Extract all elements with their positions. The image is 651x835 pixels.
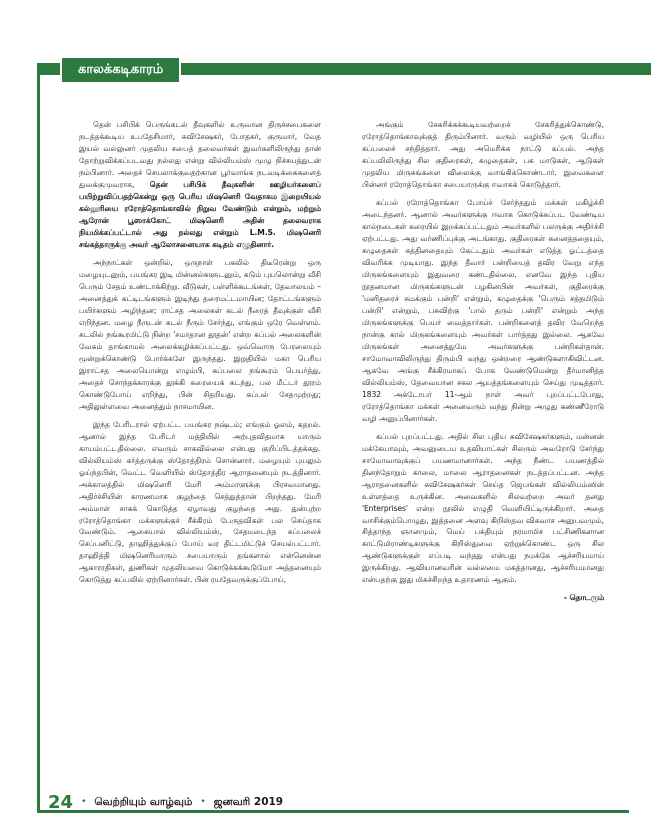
- right-column: [362, 119, 604, 605]
- paragraph: கப்பல் ரரோத்தொங்கா போய்ச் சேர்ந்ததும் மக்கள் மகிழ்ச்சி அடைந்தனர். ஆனால் அவர்களுக்கு ஈவாக கொடுக்கப்பட வேண்டிய கால்நடைகள் கரையில் இறக்கப்பட்டதும் அவர்களில் பலருக்கு அதிர்ச்சி ஏற்பட்டது. அது வர்ணிப்புக்கு அடங்காது. குதிரைகள் கனைத்ததையும், கழுதைகள் கத்தினதையும் கேட்டதும் அவர்கள் எடுத்த ஓட்டத்தை விவரிக்க முடியாது. இந்த தீவார் பன்றியைத் தவிர வேறு எந்த மிருகங்களையும் இதுவரை கண்டதில்லை. எனவே இந்த புதிய நூதனமான மிருகங்களுடன் பழகினபின் அவர்கள், குதிரைக்கு 'மனிதரைச் சுமக்கும் பன்றி' என்றும், கழுதைக்கு 'பெரும் சத்தமிடும் பன்றி' என்றும், பசுவிற்கு 'பால் தரும் பன்றி' என்றும் அந்த மிருகங்களுக்கு பெயர் வைத்தார்கள். பன்றிகளைத் தவிர வேறெந்த நான்கு கால் மிருகங்களையும் அவர்கள் பார்த்தது இல்லை. ஆகவே மிருகங்கள் அனைத்துமே அவர்களுக்கு பன்றிகள்தான். சாமோவாவிலிருந்து திரும்பி வந்து ஒன்றரை ஆண்டுகளாகிவிட்டன. ஆகவே அங்கு சீக்கிரமாகப் போக வேண்டுமென்று தீர்மானித்த வில்லியம்ஸ், தேவையான சகல ஆயத்தங்களையும் செய்து முடித்தார். 1832 அக்டோபர் 11-ஆம் நாள் அவர் புறப்பட்டபோது, ரரோத்தொங்கா மக்கள் அனைவரும் வந்து நின்று அழுது கண்ணீரோடு வழி அனுப்பினார்கள்.: [362, 197, 604, 423]
- section-tag: காலக்கடிகாரம்: [60, 56, 181, 84]
- left-column: [79, 119, 321, 592]
- page-number: 24: [48, 791, 74, 813]
- to-be-continued: - தொடரும்: [563, 593, 604, 603]
- highlighted-text: தென் பசிபிக் தீவுகளின் ஊழியர்களைப் பயிற்றுவிப்பதற்கென்று ஒரு பெரிய மிஷனெரி வேதாகம இறையியல் கல்லூரியை ரரோத்தொங்காவில் நிறுவ வேண்டும் என்றும், மற்றும் ஆரோன் பூஸாக்கோட் மிஷனெரி அதின் தலைவராக நியமிக்கப்பட்டால் அது நல்லது என்றும் L.M.S. மிஷனெரி சங்கத்தாருக்கு அவர் ஆலோசனையாக கடிதம் எழுதினார்.: [79, 179, 321, 249]
- issue-date: ஜனவரி 2019: [213, 795, 284, 808]
- paragraph: இந்த பேரிடரால் ஏற்பட்ட பயங்கர நஷ்டம்; எங்கும் ஓலம், கதறல். ஆனால் இந்த பேரிடர் மத்தியில் அற்புதவிதமாக யாரும் காயம்பட்டதில்லை. எவரும் சாகவில்லை என்பது குறிப்பிடத்தக்கது. வில்லியம்ஸ் கர்த்தருக்கு ஸ்தோத்திரம் சொன்னார். மழையும் புயலும் ஓய்ந்தபின், வெட்ட வெளியில் ஸ்தோத்திர ஆராதனையும் நடத்தினார். அக்காலத்தில் மிஷனெரி மேரி அம்மாளுக்கு பிரசவமானது. அதிர்ச்சியின் காரணமாக குழந்தை செத்துத்தான் பிறந்தது. மேரி அம்மாள் சாகக் கொடுத்த ஏழாவது குழந்தை அது. துன்புற்ற ரரோத்தொங்கா மக்களுக்குச் சீக்கிரம் பேருதவிகள் பல செய்தாக வேண்டும். ஆகையால் வில்லியம்ஸ், சேதமடைந்த கப்பலைச் செப்பனிட்டு, தாஹித்துக்குப் போய் வர திட்டமிட்டுச் செயல்பட்டார். தாஹித்தி மிஷனெரிமாரும் சபையாரும் தங்களால் என்னென்ன ஆகாரரதிகள், துணிகள் முதலியவை கொடுக்கக்கூடுமோ அத்தனையும் கொடுத்து கப்பலில் ஏற்றினார்கள். பின் ரயதேவருக்குப்போய்,: [79, 419, 321, 585]
- paragraph-text: தென் பசிபிக் பெருங்கடல் தீவுகளில் உருவான திருச்சபைகளை நடத்தக்கூடிய உபதேசிமார், சுவிசேஷகர், போதகர், குருமார், வேத இயல் வல்லுனர் முதலிய சபைத் தலைவர்கள் இவர்களிலிருந்து தான் தோற்றுவிக்கப்படவது நல்லது என்று வில்லியம்ஸ் முழு நிச்சயத்துடன் நம்பினார். அதைச் செயலாக்குவதற்கான பூர்வாங்க நடவடிக்கைகளைத் துவக்குமுவராக,: [79, 120, 321, 189]
- page-footer: [48, 791, 283, 813]
- bullet-icon: •: [200, 797, 206, 807]
- paragraph: அந்நாட்கள் ஒன்றில், ஒருநாள் பகலில் திடீரென்று ஒரு மழையுடனும், பயங்கர இடி மின்னல்களுடனும், கடும் புயலொன்று வீசி பெரும் சேதம் உண்டாக்கிற்று. வீடுகள், பள்ளிக்கூடங்கள், தேவாலயம் – அனைத்துக் கட்டிடங்களும் இடிந்து தரைமட்டமாயின; தோட்டங்களும் பயிர்களும் அழிந்தன; ராட்சத அலைகள் கடல் நீரைத் தீவுக்குள் வீசி எறிந்தன. மழை நீருடன் கடல் நீரும் சேர்ந்து, எங்கும் ஒரே வெள்ளம். கடலில் நங்கூரமிட்டு நின்ற 'சமாதான தூதன்' என்ற கப்பல் அலைகளின் வேகம் தாங்காமல் அலைக்கழிக்கப்பட்டது. ஒவ்வொரு பேரலையும் மூன்றுக்கொண்டு போர்க்களே இருந்தது. இறுதியில் மகா பெரிய இராட்சத அலையொன்று எழும்பி, கப்பலை நங்கூரம் பெயர்த்து, அதைச் சொந்தக்காரக்கு தூக்கி கரையைக் கடந்து, பல மீட்டர் தூரம் கொண்டுபோய் எறிந்து, பின் சிதறியது. கப்பல் சேதமுற்றது; அதிலுள்ளவை அனைத்தும் நாசமாயின.: [79, 257, 321, 411]
- paragraph: அங்கும் சேகரிக்கக்கூடியவற்றைச் சேகரித்துக்கொண்டு, ரரோத்தொங்காவுக்குத் திரும்பினார். வரும் வழியில் ஒரு பெரிய கப்பலைச் சந்தித்தார். அது அமெரிக்க நாட்டு கப்பல். அந்த கப்பலிலிருந்து சில குதிரைகள், கழுதைகள், பசு மாடுகள், ஆடுகள் முதலிய மிருகங்களை விலைக்கு வாங்கிக்கொண்டார். இவைகளை பின்னர் ரரோத்தொங்கா சபையாருக்கு ஈவாகக் கொடுத்தார்.: [362, 120, 604, 189]
- frame-left-rule: [37, 75, 40, 812]
- bullet-icon: •: [81, 797, 87, 807]
- paragraph: [79, 119, 321, 251]
- magazine-title: வெற்றியும் வாழ்வும்: [94, 795, 193, 808]
- paragraph: கப்பல் புறப்பட்டது. அதில் சில புதிய சுவிசேஷகர்களும், மன்னன் மக்கேயாவும், அவனுடைய உதவியாட்கள் சிலரும் அவரோடு சேர்ந்து சாமோவாவுக்குப் பயணமானார்கள். அந்த நீண்ட பயணத்தில் தினந்தோறும் காலை, மாலை ஆராதனைகள் நடத்தப்பட்டன. அந்த ஆராதனைகளில் சுவிசேஷகர்கள் செய்த ஜெபங்கள் வில்லியம்ஸின் உள்ளத்தை உருக்கின. அவைகளில் சிலவற்றை அவர் தனது 'Enterprises' என்ற நூலில் எழுதி வெளியிட்டிருக்கிறார். அதை வாசிக்கும்பொழுது, இத்தனை அளவு கிறிஸ்தவ விசுவாச அனுபவமும், சித்தாந்த ஞானமும், மெய் பக்தியும் நரமாமிச பட்சிணிகளான காட்டுமிராண்டிகளுக்கு கிறிஸ்துவை ஏற்றுக்கொண்ட ஒரு சில ஆண்டுகளுக்குள் எப்படி வந்தது என்பது நமக்கே ஆச்சரியமாய் இருக்கிறது. ஆவியானவரின் வல்லமை மகத்தானது, ஆச்சரியமானது என்பதற்கு இது மிகச்சிறந்த உதாரணம் ஆகும்.: [362, 431, 604, 585]
